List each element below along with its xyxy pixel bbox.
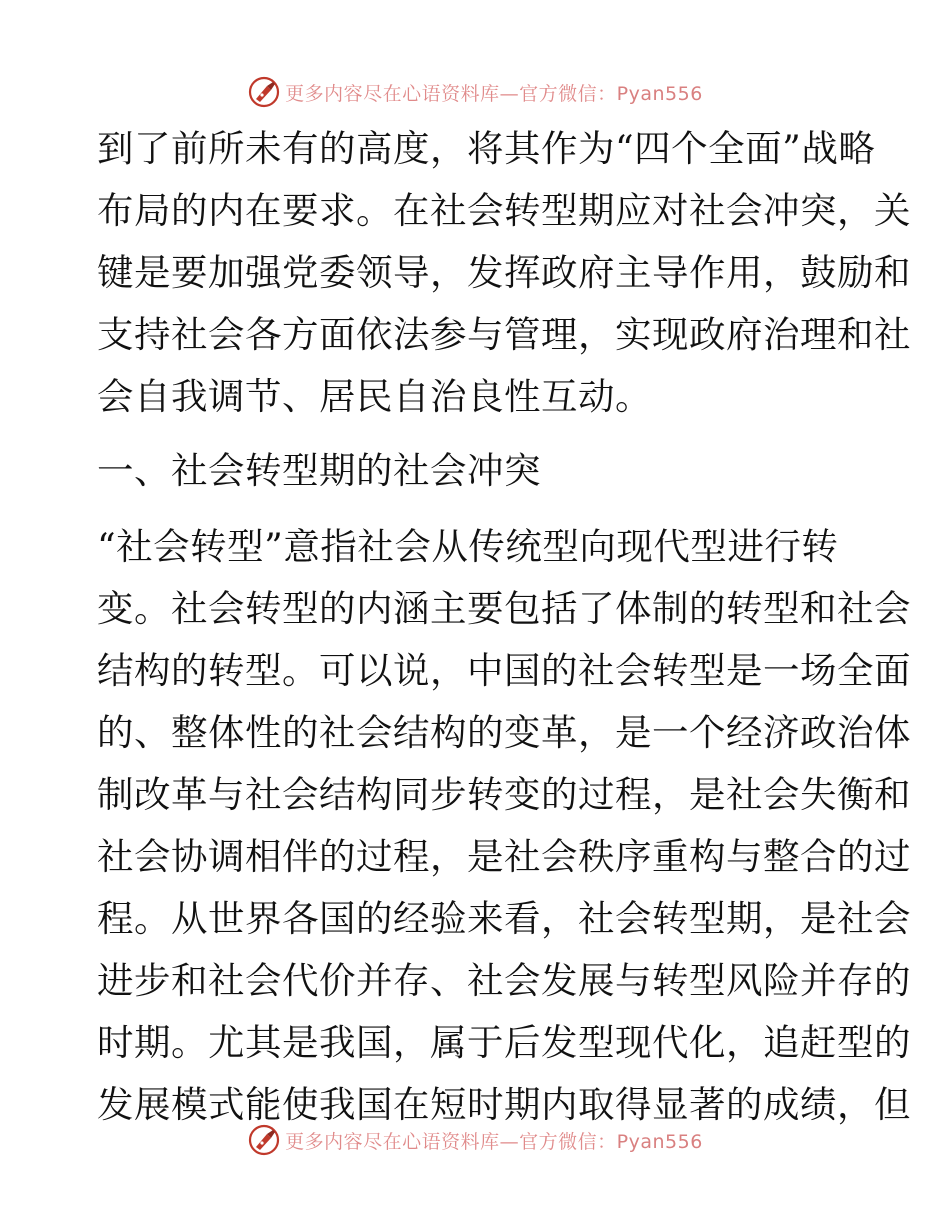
header-watermark bbox=[0, 72, 950, 112]
text-line: 社会协调相伴的过程，是社会秩序重构与整合的过 bbox=[97, 835, 911, 878]
document-body bbox=[97, 118, 911, 1136]
pen-nib-logo-icon bbox=[247, 1123, 281, 1157]
text-line: 结构的转型。可以说，中国的社会转型是一场全面 bbox=[97, 649, 911, 692]
pen-nib-logo-icon bbox=[247, 75, 281, 109]
text-line: 程。从世界各国的经验来看，社会转型期，是社会 bbox=[97, 897, 911, 940]
text-line: 时期。尤其是我国，属于后发型现代化，追赶型的 bbox=[97, 1021, 911, 1064]
section-heading: 一、社会转型期的社会冲突 bbox=[97, 449, 541, 492]
text-line: 布局的内在要求。在社会转型期应对社会冲突，关 bbox=[97, 189, 911, 232]
text-line: 进步和社会代价并存、社会发展与转型风险并存的 bbox=[97, 959, 911, 1002]
text-line: “社会转型”意指社会从传统型向现代型进行转 bbox=[97, 525, 839, 568]
text-line: 制改革与社会结构同步转变的过程，是社会失衡和 bbox=[97, 773, 911, 816]
text-line: 到了前所未有的高度，将其作为“四个全面”战略 bbox=[97, 127, 876, 170]
watermark-text: 更多内容尽在心语资料库—官方微信：Pyan556 bbox=[285, 82, 703, 105]
footer-watermark bbox=[0, 1120, 950, 1160]
text-line: 发展模式能使我国在短时期内取得显著的成绩，但 bbox=[97, 1083, 911, 1126]
watermark-text: 更多内容尽在心语资料库—官方微信：Pyan556 bbox=[285, 1130, 703, 1153]
text-line: 变。社会转型的内涵主要包括了体制的转型和社会 bbox=[97, 587, 911, 630]
text-line: 键是要加强党委领导，发挥政府主导作用，鼓励和 bbox=[97, 251, 911, 294]
text-line: 的、整体性的社会结构的变革，是一个经济政治体 bbox=[97, 711, 911, 754]
text-line: 支持社会各方面依法参与管理，实现政府治理和社 bbox=[97, 313, 911, 356]
text-line: 会自我调节、居民自治良性互动。 bbox=[97, 375, 652, 418]
